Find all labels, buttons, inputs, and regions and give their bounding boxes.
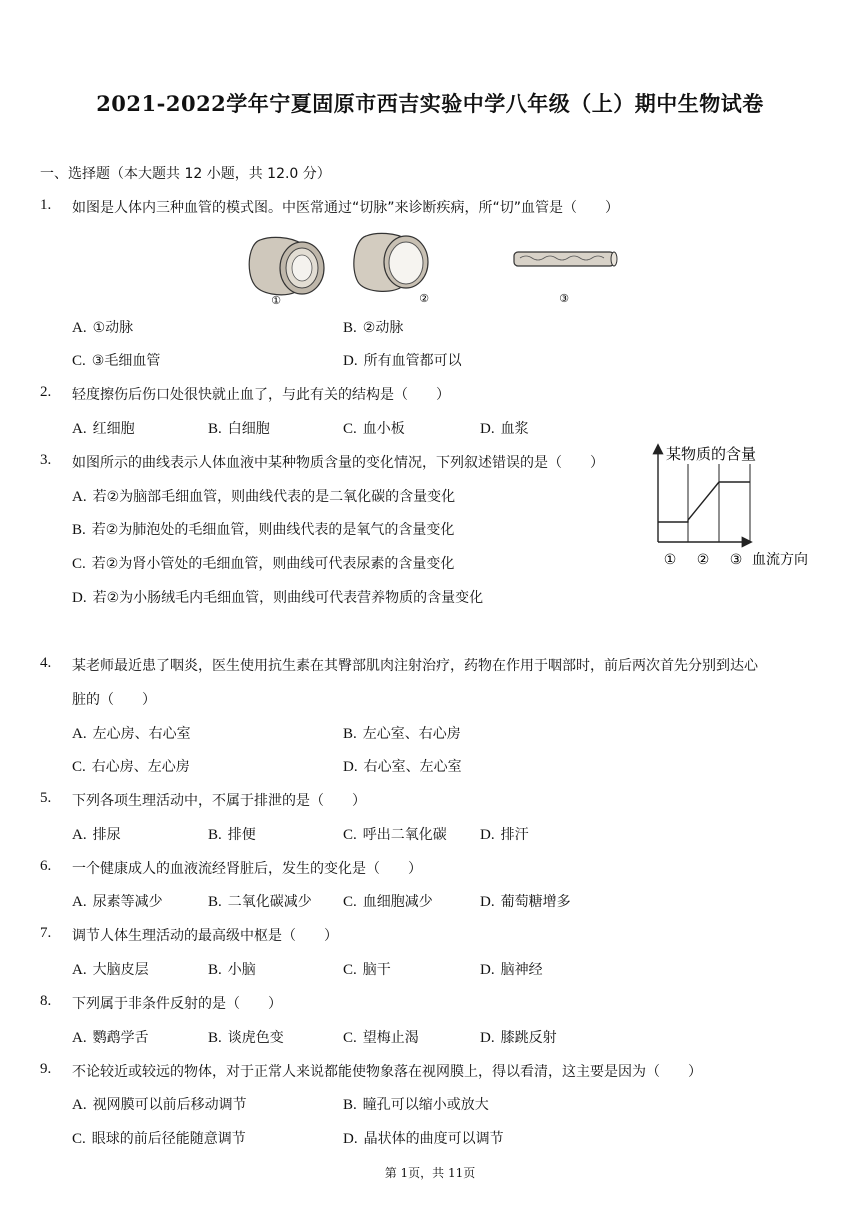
option-a: A. 排尿 <box>72 827 121 843</box>
option-b: B. 排便 <box>208 827 256 843</box>
option-d: D. 晶状体的曲度可以调节 <box>343 1131 504 1147</box>
option-c: C. 呼出二氧化碳 <box>343 827 447 843</box>
question-number: 8. <box>40 993 52 1009</box>
question-number: 7. <box>40 925 52 941</box>
option-d: D. 右心室、左心室 <box>343 759 462 775</box>
option-a: A. 大脑皮层 <box>72 962 149 978</box>
question-text: 一个健康成人的血液流经肾脏后，发生的变化是（ ） <box>72 861 422 877</box>
option-b: B. 瞳孔可以缩小或放大 <box>343 1097 489 1113</box>
option-a: A. 鹦鹉学舌 <box>72 1030 149 1046</box>
figure-label-3: ③ <box>559 292 569 305</box>
x-tick-1: ① <box>663 552 677 568</box>
option-c: C. 血小板 <box>343 421 405 437</box>
question-number: 9. <box>40 1061 52 1077</box>
option-a: A. 左心房、右心室 <box>72 726 191 742</box>
question-number: 5. <box>40 790 52 806</box>
option-c: C. 脑干 <box>343 962 391 978</box>
vein-illustration <box>354 233 428 291</box>
question-4 <box>40 655 758 674</box>
option-a: A. 若②为脑部毛细血管，则曲线代表的是二氧化碳的含量变化 <box>72 489 456 505</box>
option-d: D. 血浆 <box>480 421 529 437</box>
option-b: B. 小脑 <box>208 962 256 978</box>
option-c: C. 若②为肾小管处的毛细血管，则曲线可代表尿素的含量变化 <box>72 556 455 572</box>
question-number: 4. <box>40 655 52 671</box>
capillary-illustration <box>514 252 617 266</box>
option-d: D. 排汗 <box>480 827 529 843</box>
question-2 <box>40 384 450 403</box>
question-text: 不论较近或较远的物体，对于正常人来说都能使物象落在视网膜上，得以看清，这主要是因为（ ） <box>72 1064 702 1080</box>
substance-content-graph <box>648 440 824 572</box>
section-heading: 一、选择题（本大题共 12 小题，共 12.0 分） <box>40 166 331 182</box>
question-text-continued: 脏的（ ） <box>72 692 156 708</box>
question-text: 如图是人体内三种血管的模式图。中医常通过“切脉”来诊断疾病，所“切”血管是（ ） <box>72 200 620 216</box>
option-a: A. ①动脉 <box>72 320 134 336</box>
artery-illustration <box>249 237 324 294</box>
question-number: 2. <box>40 384 52 400</box>
option-c: C. ③毛细血管 <box>72 353 161 369</box>
question-8 <box>40 993 282 1012</box>
y-axis-label: 某物质的含量 <box>666 445 757 463</box>
option-b: B. 二氧化碳减少 <box>208 894 312 910</box>
question-number: 1. <box>40 197 52 213</box>
option-d: D. 膝跳反射 <box>480 1030 557 1046</box>
content-curve <box>658 482 750 522</box>
question-9 <box>40 1061 702 1080</box>
page-footer: 第 1页，共 11页 <box>384 1166 476 1180</box>
option-d: D. 葡萄糖增多 <box>480 894 571 910</box>
option-d: D. 所有血管都可以 <box>343 353 462 369</box>
figure-label-2: ② <box>419 292 429 305</box>
x-tick-3: ③ <box>729 552 743 568</box>
option-a: A. 视网膜可以前后移动调节 <box>72 1097 247 1113</box>
question-6 <box>40 858 422 877</box>
question-text: 下列各项生理活动中，不属于排泄的是（ ） <box>72 793 366 809</box>
option-c: C. 右心房、左心房 <box>72 759 190 775</box>
question-number: 6. <box>40 858 52 874</box>
option-b: B. 白细胞 <box>208 421 270 437</box>
x-axis-label: 血流方向 <box>752 552 808 568</box>
option-b: B. 谈虎色变 <box>208 1030 284 1046</box>
question-text: 下列属于非条件反射的是（ ） <box>72 996 282 1012</box>
option-b: B. ②动脉 <box>343 320 404 336</box>
question-number: 3. <box>40 452 52 468</box>
option-b: B. 左心室、右心房 <box>343 726 461 742</box>
option-c: C. 望梅止渴 <box>343 1030 419 1046</box>
x-tick-2: ② <box>696 552 710 568</box>
question-text: 轻度擦伤后伤口处很快就止血了，与此有关的结构是（ ） <box>72 387 450 403</box>
option-d: D. 脑神经 <box>480 962 543 978</box>
question-3 <box>40 452 604 471</box>
option-c: C. 眼球的前后径能随意调节 <box>72 1131 246 1147</box>
option-a: A. 红细胞 <box>72 421 135 437</box>
option-c: C. 血细胞减少 <box>343 894 433 910</box>
option-d: D. 若②为小肠绒毛内毛细血管，则曲线可代表营养物质的含量变化 <box>72 590 484 606</box>
option-b: B. 若②为肺泡处的毛细血管，则曲线代表的是氧气的含量变化 <box>72 522 455 538</box>
figure-label-1: ① <box>271 294 281 307</box>
question-5 <box>40 790 366 809</box>
question-7 <box>40 925 338 944</box>
page-title: 2021-2022学年宁夏固原市西吉实验中学八年级（上）期中生物试卷 <box>96 91 764 116</box>
question-text: 如图所示的曲线表示人体血液中某种物质含量的变化情况，下列叙述错误的是（ ） <box>72 455 604 471</box>
blood-vessels-figure <box>238 222 628 308</box>
option-a: A. 尿素等减少 <box>72 894 163 910</box>
question-text: 某老师最近患了咽炎，医生使用抗生素在其臀部肌肉注射治疗，药物在作用于咽部时，前后两次首先分别到达心 <box>72 658 758 674</box>
question-1 <box>40 197 620 216</box>
question-text: 调节人体生理活动的最高级中枢是（ ） <box>72 928 338 944</box>
